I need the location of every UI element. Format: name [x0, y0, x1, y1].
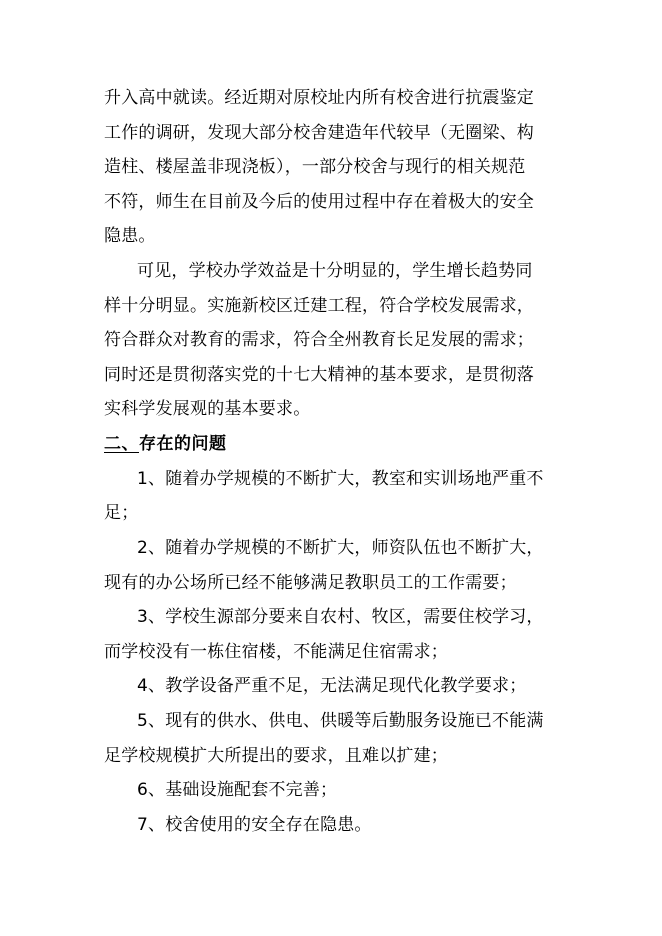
list-item-continuation: 现有的办公场所已经不能够满足教职员工的工作需要；: [104, 573, 517, 593]
paragraph-line: 不符，师生在目前及今后的使用过程中存在着极大的安全: [104, 192, 534, 212]
list-item: 1、随着办学规模的不断扩大，教室和实训场地严重不: [137, 469, 544, 489]
list-item: 6、基础设施配套不完善；: [137, 780, 338, 800]
list-item-continuation: 足；: [104, 503, 139, 523]
section-number: 二、: [104, 434, 139, 454]
list-item-continuation: 而学校没有一栋住宿楼，不能满足住宿需求；: [104, 642, 448, 662]
paragraph-line: 样十分明显。实施新校区迁建工程，符合学校发展需求，: [104, 296, 534, 316]
list-item: 5、现有的供水、供电、供暖等后勤服务设施已不能满: [137, 711, 544, 731]
paragraph-line: 可见，学校办学效益是十分明显的，学生增长趋势同: [137, 261, 533, 281]
section-heading: [104, 434, 564, 454]
paragraph-line: 工作的调研，发现大部分校舍建造年代较早（无圈梁、构: [104, 123, 534, 143]
paragraph-line: 造柱、楼屋盖非现浇板），一部分校舍与现行的相关规范: [104, 157, 526, 177]
list-item: 3、学校生源部分要来自农村、牧区，需要住校学习，: [137, 607, 544, 627]
paragraph-line: 符合群众对教育的需求，符合全州教育长足发展的需求；: [104, 330, 534, 350]
list-item: 7、校舍使用的安全存在隐患。: [137, 815, 372, 835]
list-item: 2、随着办学规模的不断扩大，师资队伍也不断扩大，: [137, 538, 544, 558]
list-item-continuation: 足学校规模扩大所提出的要求，且难以扩建；: [104, 746, 448, 766]
paragraph-line: 隐患。: [104, 226, 156, 246]
paragraph-line: 同时还是贯彻落实党的十七大精神的基本要求，是贯彻落: [104, 365, 534, 385]
paragraph-line: 升入高中就读。经近期对原校址内所有校舍进行抗震鉴定: [104, 88, 534, 108]
section-title: 存在的问题: [139, 434, 227, 454]
list-item: 4、教学设备严重不足，无法满足现代化教学要求；: [137, 676, 527, 696]
paragraph-line: 实科学发展观的基本要求。: [104, 399, 311, 419]
